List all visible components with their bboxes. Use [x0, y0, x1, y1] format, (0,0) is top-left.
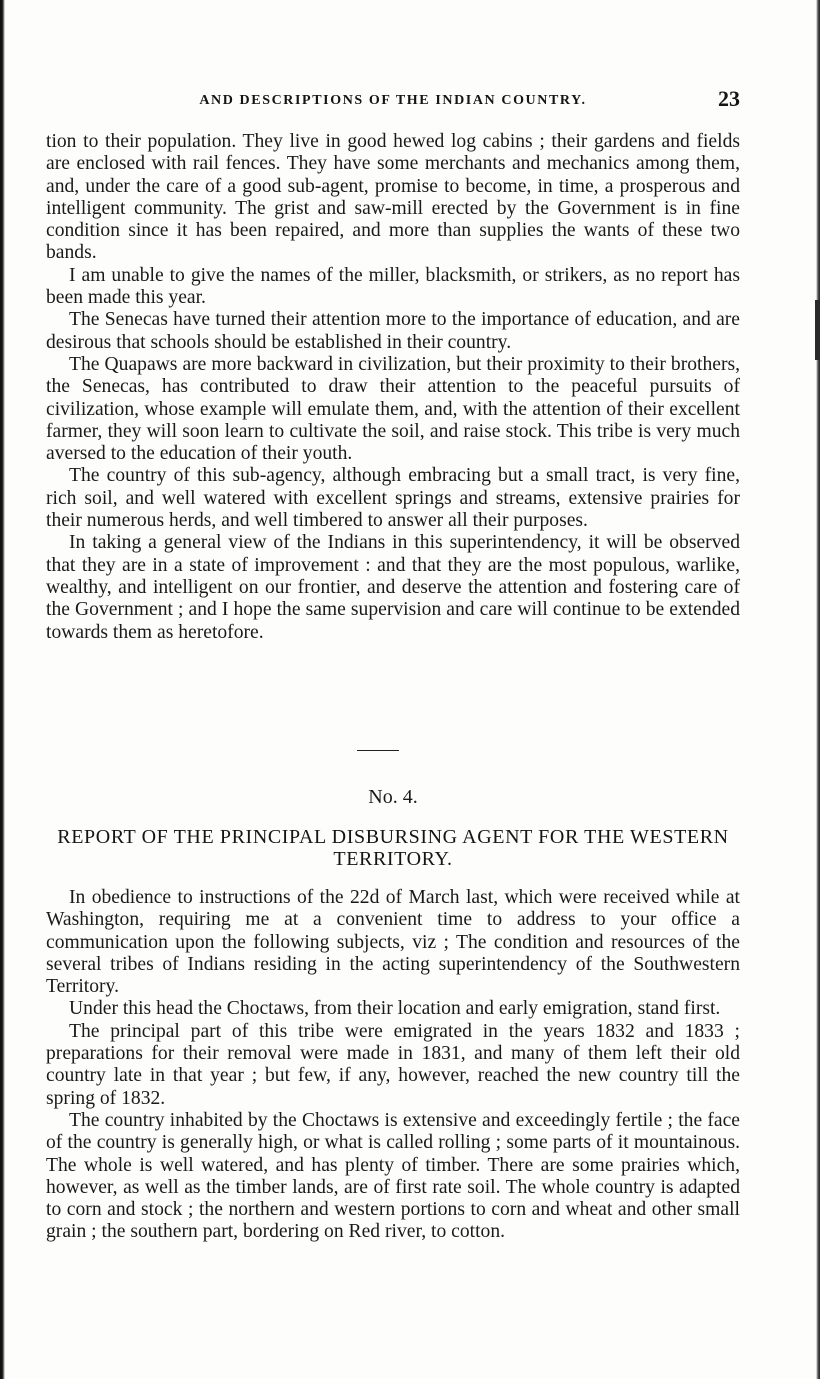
paragraph: In obedience to instructions of the 22d of March last, which were received while at Washington, requiring me at a convenient time to address to your office a communication upon the following subjects, viz ; The condition and resources of the several tribes of Indians residing in the acting superintendency of the Southwestern Territory. [46, 887, 740, 998]
paragraph: The principal part of this tribe were emigrated in the years 1832 and 1833 ; preparations for their removal were made in 1831, and many of them left their old country late in that year ; but few, if any, however, reached the new country till the spring of 1832. [46, 1020, 740, 1109]
binding-edge-left [0, 0, 5, 1379]
paragraph: tion to their population. They live in good hewed log cabins ; their gardens and fields are enclosed with rail fences. They have some merchants and mechanics among them, and, under the care of a good sub-agent, promise to become, in time, a prosperous and intelligent community. The grist and saw-mill erected by the Government is in fine condition since it has been repaired, and more than supplies the wants of these two bands. [46, 131, 740, 264]
paragraph: The country inhabited by the Choctaws is extensive and exceedingly fertile ; the face of the country is generally high, or what is called rolling ; some parts of it mountainous. The whole is well watered, and has plenty of timber. There are some prairies which, however, as well as the timber lands, are of first rate soil. The whole country is adapted to corn and stock ; the northern and western portions to corn and wheat and other small grain ; the southern part, bordering on Red river, to cotton. [46, 1109, 740, 1243]
paragraph: The Quapaws are more backward in civilization, but their proximity to their brothers, the Senecas, has contributed to draw their attention to the peaceful pursuits of civilization, whose example will emulate them, and, with the attention of their excellent farmer, they will soon learn to cultivate the soil, and raise stock. This tribe is very much aversed to the education of their youth. [46, 353, 740, 465]
page-edge-mark [815, 300, 820, 360]
paragraph: In taking a general view of the Indians in this superintendency, it will be observed that they are in a state of improvement : and that they are the most populous, warlike, wealthy, and intelligent on our frontier, and deserve the attention and fostering care of the Government ; and I hope the same supervision and care will continue to be extended towards them as heretofore. [46, 532, 740, 643]
page-edge-right [816, 0, 820, 1379]
page-header [46, 86, 740, 116]
section-b-text [46, 887, 740, 1244]
paragraph: The country of this sub-agency, although embracing but a small tract, is very fine, rich soil, and well watered with excellent springs and streams, extensive prairies for their numerous herds, and well timbered to answer all their purposes. [46, 465, 740, 532]
paragraph: The Senecas have turned their attention more to the importance of education, and are desirous that schools should be established in their country. [46, 309, 740, 353]
paragraph: I am unable to give the names of the miller, blacksmith, or strikers, as no report has been made this year. [46, 264, 740, 309]
page-number: 23 [718, 86, 740, 111]
document-number: No. 4. [368, 786, 418, 808]
running-head: AND DESCRIPTIONS OF THE INDIAN COUNTRY. [199, 93, 587, 108]
section-divider [357, 750, 399, 751]
section-a-text [46, 131, 740, 644]
report-title: REPORT OF THE PRINCIPAL DISBURSING AGENT FOR THE WESTERN TERRITORY. [57, 826, 729, 870]
paragraph: Under this head the Choctaws, from their location and early emigration, stand first. [69, 998, 721, 1020]
